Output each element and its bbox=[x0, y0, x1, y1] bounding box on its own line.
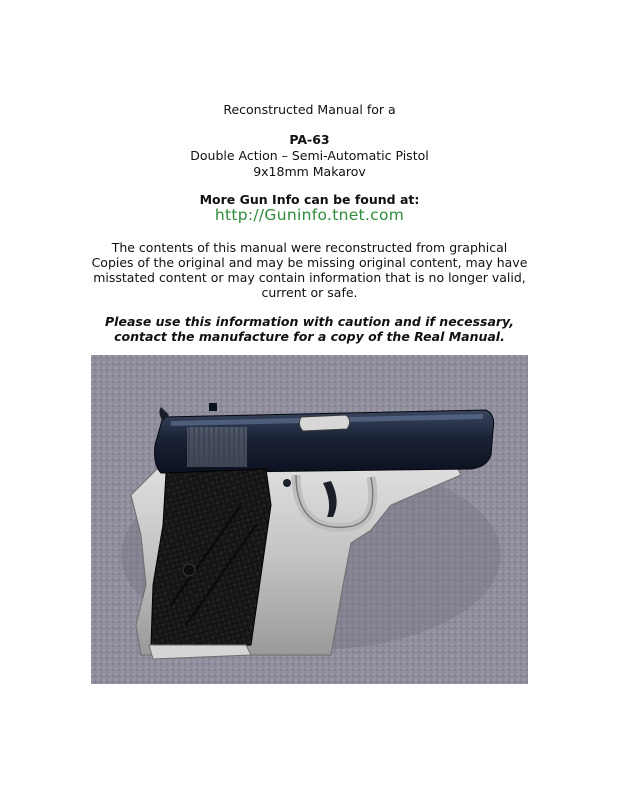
disclaimer-line-1: The contents of this manual were reconstructed from graphical bbox=[111, 240, 508, 255]
disclaimer-line-4: current or safe. bbox=[261, 285, 358, 300]
takedown-lever bbox=[283, 479, 291, 487]
rear-sight bbox=[209, 403, 217, 411]
info-heading: More Gun Info can be found at: bbox=[199, 192, 420, 207]
caution-line-1: Please use this information with caution and if necessary, bbox=[105, 314, 514, 329]
action-type: Double Action – Semi-Automatic Pistol bbox=[190, 148, 429, 163]
grip-screw bbox=[183, 564, 195, 576]
caution-line-2: contact the manufacture for a copy of the Real Manual. bbox=[114, 329, 505, 344]
grip-panel bbox=[151, 469, 271, 647]
info-link[interactable]: http://Guninfo.tnet.com bbox=[214, 206, 405, 224]
disclaimer-line-3: misstated content or may contain information that is no longer valid, bbox=[93, 270, 526, 285]
intro-line: Reconstructed Manual for a bbox=[223, 102, 396, 117]
pistol-photo bbox=[91, 355, 528, 684]
ejection-port bbox=[299, 415, 349, 431]
disclaimer-line-2: Copies of the original and may be missing original content, may have bbox=[91, 255, 528, 270]
model-title: PA-63 bbox=[289, 132, 330, 147]
caliber: 9x18mm Makarov bbox=[253, 164, 366, 179]
